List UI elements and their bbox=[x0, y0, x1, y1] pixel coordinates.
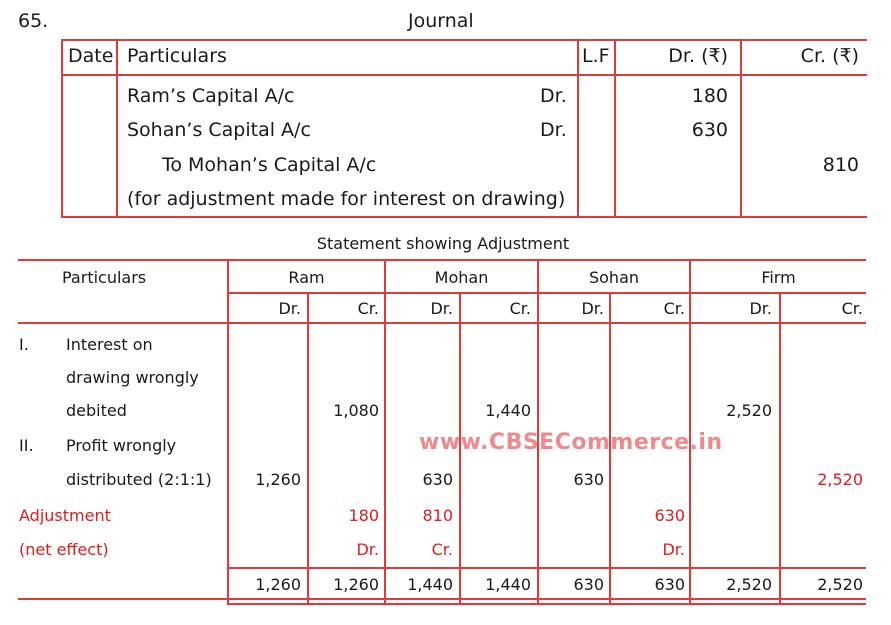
journal-header-particulars: Particulars bbox=[127, 45, 227, 67]
subheader-dr: Dr. bbox=[278, 299, 301, 318]
journal-header-lf: L.F bbox=[582, 45, 610, 67]
cell-value: 2,520 bbox=[817, 470, 863, 489]
total-value: 2,520 bbox=[726, 575, 772, 594]
journal-title: Journal bbox=[408, 10, 474, 32]
group-header-firm: Firm bbox=[761, 268, 796, 287]
particulars-line: debited bbox=[66, 401, 127, 420]
total-value: 1,440 bbox=[485, 575, 531, 594]
effect-label: Dr. bbox=[662, 540, 685, 559]
journal-header-date: Date bbox=[68, 45, 114, 67]
journal-row-drcr: Dr. bbox=[540, 119, 567, 141]
total-value: 2,520 bbox=[817, 575, 863, 594]
group-header-ram: Ram bbox=[288, 268, 325, 287]
journal-row-particulars: Sohan’s Capital A/c bbox=[127, 119, 311, 141]
watermark: www.CBSECommerce.in bbox=[419, 430, 723, 455]
particulars-line: Interest on bbox=[66, 335, 153, 354]
cell-value: 2,520 bbox=[726, 401, 772, 420]
group-header-mohan: Mohan bbox=[434, 268, 489, 287]
total-value: 630 bbox=[573, 575, 604, 594]
statement-title: Statement showing Adjustment bbox=[316, 234, 570, 253]
journal-row-particulars: To Mohan’s Capital A/c bbox=[162, 154, 377, 176]
subheader-dr: Dr. bbox=[430, 299, 453, 318]
subheader-cr: Cr. bbox=[663, 299, 685, 318]
subheader-dr: Dr. bbox=[581, 299, 604, 318]
group-header-sohan: Sohan bbox=[588, 268, 640, 287]
net-effect-label: (net effect) bbox=[19, 540, 109, 559]
question-number: 65. bbox=[18, 10, 49, 32]
effect-label: Dr. bbox=[356, 540, 379, 559]
cell-value: 1,260 bbox=[255, 470, 301, 489]
particulars-line: Profit wrongly bbox=[66, 436, 177, 455]
subheader-cr: Cr. bbox=[357, 299, 379, 318]
total-value: 1,260 bbox=[333, 575, 379, 594]
effect-label: Cr. bbox=[431, 540, 453, 559]
journal-row-dr: 180 bbox=[691, 85, 728, 107]
subheader-cr: Cr. bbox=[509, 299, 531, 318]
cell-value: 630 bbox=[573, 470, 604, 489]
adjustment-value: 810 bbox=[422, 506, 453, 525]
journal-header-cr: Cr. (₹) bbox=[800, 45, 859, 67]
cell-value: 1,080 bbox=[333, 401, 379, 420]
total-value: 1,260 bbox=[255, 575, 301, 594]
journal-narration: (for adjustment made for interest on drawing) bbox=[127, 188, 566, 210]
total-value: 630 bbox=[654, 575, 685, 594]
adjustment-value: 180 bbox=[348, 506, 379, 525]
cell-value: 1,440 bbox=[485, 401, 531, 420]
journal-row-particulars: Ram’s Capital A/c bbox=[127, 85, 295, 107]
particulars-line: distributed (2:1:1) bbox=[66, 470, 212, 489]
subheader-cr: Cr. bbox=[841, 299, 863, 318]
roman-numeral-ii: II. bbox=[19, 436, 34, 455]
journal-row-drcr: Dr. bbox=[540, 85, 567, 107]
roman-numeral-i: I. bbox=[19, 335, 29, 354]
statement-header-particulars: Particulars bbox=[62, 268, 147, 287]
cell-value: 630 bbox=[422, 470, 453, 489]
particulars-line: drawing wrongly bbox=[66, 368, 199, 387]
total-value: 1,440 bbox=[407, 575, 453, 594]
adjustment-label: Adjustment bbox=[19, 506, 111, 525]
journal-row-dr: 630 bbox=[691, 119, 728, 141]
journal-row-cr: 810 bbox=[822, 154, 859, 176]
journal-header-dr: Dr. (₹) bbox=[668, 45, 728, 67]
subheader-dr: Dr. bbox=[749, 299, 772, 318]
adjustment-value: 630 bbox=[654, 506, 685, 525]
